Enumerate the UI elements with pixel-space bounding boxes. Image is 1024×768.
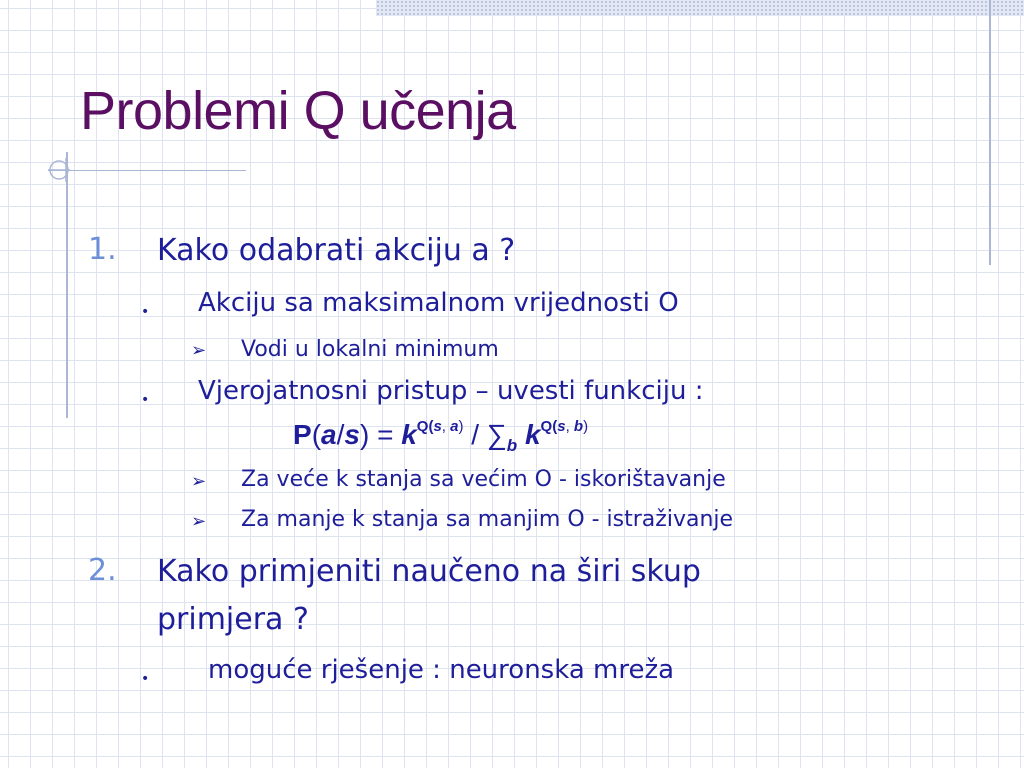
bullet-text-max-value: Akciju sa maksimalnom vrijednosti O <box>198 288 679 318</box>
bullet-text-neural-network: moguće rješenje : neuronska mreža <box>208 655 675 685</box>
formula-close-paren: ) <box>359 419 370 450</box>
formula-exponent-numerator: Q(s, a) <box>416 418 464 435</box>
bullet-marker: • <box>141 304 150 320</box>
subitem-text-local-minimum: Vodi u lokalni minimum <box>241 337 499 362</box>
item-number-1: 1. <box>88 232 117 267</box>
formula-sum-subscript: b <box>506 436 518 455</box>
bullet-marker: • <box>141 671 150 687</box>
decorative-vertical-rule-right <box>989 0 991 265</box>
formula-open-paren: ( <box>311 419 322 450</box>
subitem-text-exploration: Za manje k stanja sa manjim O - istraživanje <box>241 507 734 532</box>
formula-divide: / <box>471 419 480 450</box>
bullet-marker: • <box>141 392 150 408</box>
decorative-horizontal-rule <box>48 170 246 171</box>
formula-k-numerator: k <box>401 419 417 450</box>
formula-equals: = <box>377 419 394 450</box>
formula-slash: / <box>336 419 345 450</box>
probability-formula <box>293 418 588 456</box>
item-text-1: Kako odabrati akciju a ? <box>157 233 516 268</box>
formula-sum: ∑ <box>486 419 507 450</box>
subitem-text-exploitation: Za veće k stanja sa većim O - iskorištavanje <box>241 467 726 492</box>
item-text-2-line1: Kako primjeniti naučeno na širi skup <box>157 554 701 589</box>
item-text-2-line2: primjera ? <box>157 602 309 637</box>
item-number-2: 2. <box>88 553 117 588</box>
formula-exponent-denominator: Q(s, b) <box>540 418 589 435</box>
formula-k-denominator: k <box>524 419 541 450</box>
slide-title: Problemi Q učenja <box>80 81 516 141</box>
top-pattern-band <box>376 0 1024 16</box>
formula-s: s <box>344 419 360 450</box>
bullet-text-probabilistic: Vjerojatnosni pristup – uvesti funkciju : <box>198 376 704 406</box>
arrow-bullet-icon: ➢ <box>191 471 207 492</box>
crosshair-icon <box>47 158 71 182</box>
arrow-bullet-icon: ➢ <box>191 511 207 532</box>
formula-a: a <box>321 419 337 450</box>
arrow-bullet-icon: ➢ <box>191 340 207 361</box>
decorative-vertical-rule-left <box>66 152 68 418</box>
formula-p: P <box>293 419 312 450</box>
